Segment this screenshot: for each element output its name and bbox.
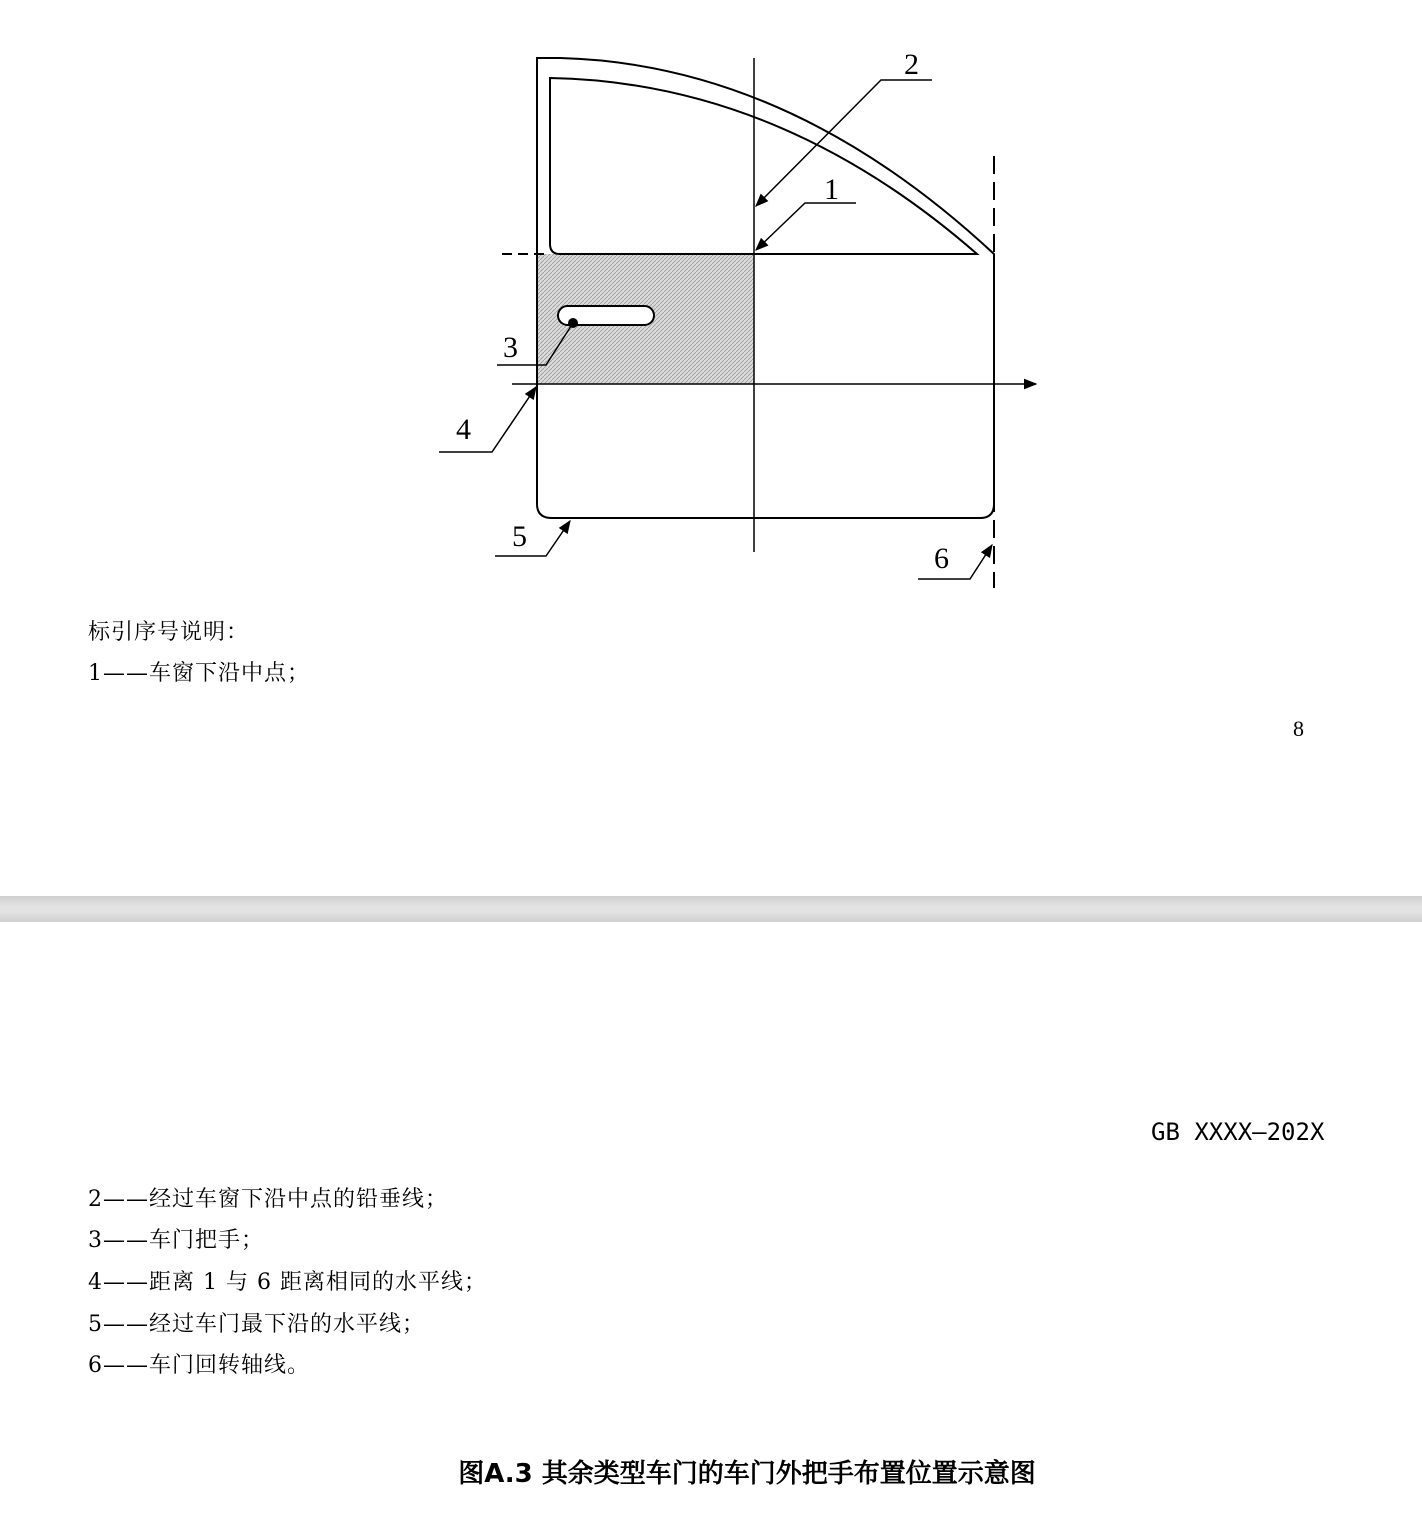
legend-item-4: 4——距离 1 与 6 距离相同的水平线；	[88, 1270, 487, 1295]
document-code-header: GB XXXX—202X	[1151, 1118, 1325, 1146]
callout-2: 2	[904, 48, 919, 81]
callout-3: 3	[503, 331, 518, 364]
leader-6	[918, 545, 992, 579]
leader-5	[495, 521, 570, 556]
window-opening	[550, 78, 977, 254]
legend-item-5: 5——经过车门最下沿的水平线；	[88, 1312, 425, 1337]
callout-6: 6	[934, 542, 949, 575]
leader-2	[756, 80, 932, 206]
legend-item-1: 1——车窗下沿中点；	[88, 661, 310, 686]
figure-caption: 图A.3 其余类型车门的车门外把手布置位置示意图	[458, 1459, 1036, 1489]
leader-4	[439, 387, 536, 452]
callout-4: 4	[456, 413, 471, 446]
door-handle-diagram	[0, 0, 1422, 600]
legend-item-6: 6——车门回转轴线。	[88, 1353, 310, 1378]
page-number: 8	[1293, 716, 1304, 741]
page-separator	[0, 896, 1422, 922]
legend-item-2: 2——经过车窗下沿中点的铅垂线；	[88, 1187, 448, 1212]
legend-heading: 标引序号说明：	[88, 620, 250, 645]
callout-1: 1	[824, 173, 839, 206]
legend-item-3: 3——车门把手；	[88, 1228, 264, 1253]
leader-1	[756, 203, 856, 250]
page-bottom	[0, 922, 1422, 1532]
callout-5: 5	[512, 520, 527, 553]
